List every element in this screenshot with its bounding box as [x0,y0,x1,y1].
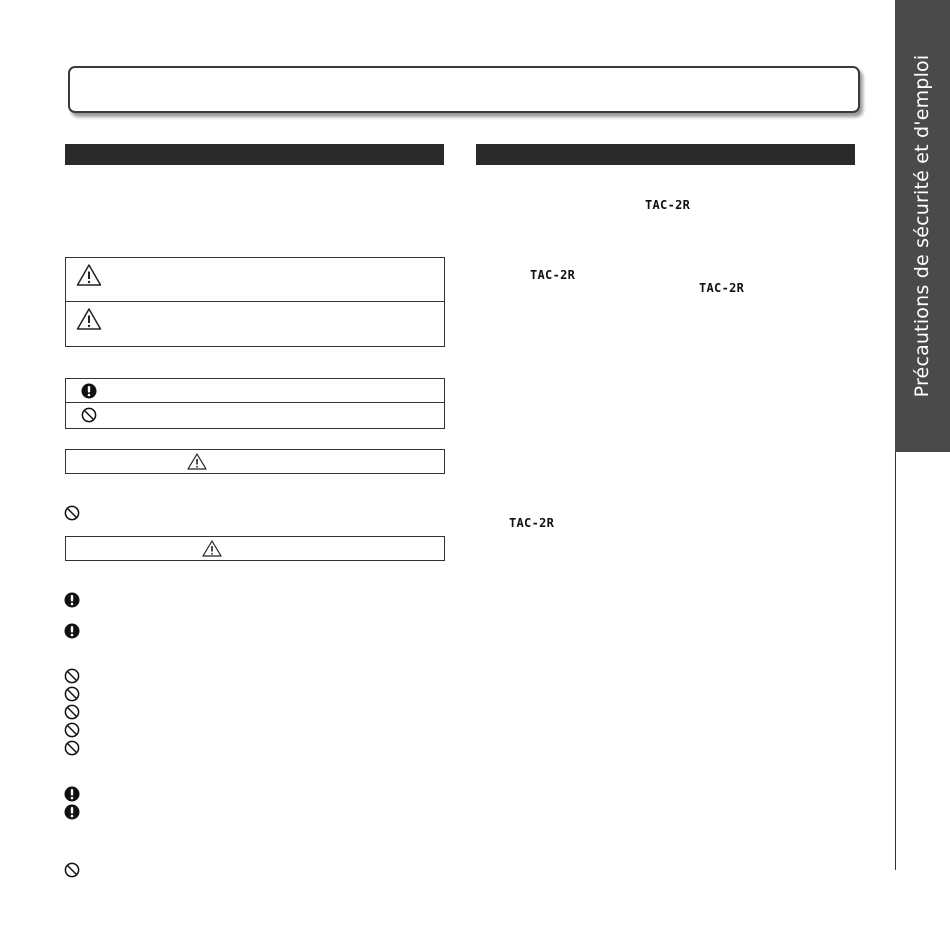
prohibited-circle-icon [64,722,80,738]
prohibited-circle-icon [64,704,80,720]
exclamation-circle-icon [64,623,80,639]
section-bar-left [65,144,444,165]
side-divider [895,452,896,870]
page-title-box [68,66,860,113]
warning-triangle-icon [187,453,207,470]
prohibited-circle-icon [64,686,80,702]
prohibited-circle-icon [81,407,97,423]
caution-triangle-icon [202,540,222,557]
caution-triangle-icon [76,307,102,331]
warning-triangle-icon [76,263,102,287]
prohibited-circle-icon [64,862,80,878]
brand-model-label: TAC-2R [699,281,745,295]
exclamation-circle-icon [64,592,80,608]
exclamation-circle-icon [64,804,80,820]
table-divider [66,402,444,403]
brand-model-label: TAC-2R [509,516,555,530]
prohibited-circle-icon [64,505,80,521]
section-bar-right [476,144,855,165]
warning-heading-box [65,449,445,474]
brand-model-label: TAC-2R [645,198,691,212]
hazard-level-table [65,257,445,347]
exclamation-circle-icon [81,383,97,399]
prohibited-circle-icon [64,668,80,684]
prohibited-circle-icon [64,740,80,756]
side-tab [895,0,950,452]
side-tab-title: Précautions de sécurité et d'emploi [911,54,933,398]
caution-heading-box [65,536,445,561]
symbol-legend-table [65,378,445,429]
exclamation-circle-icon [64,786,80,802]
brand-model-label: TAC-2R [530,268,576,282]
table-divider [66,301,444,302]
